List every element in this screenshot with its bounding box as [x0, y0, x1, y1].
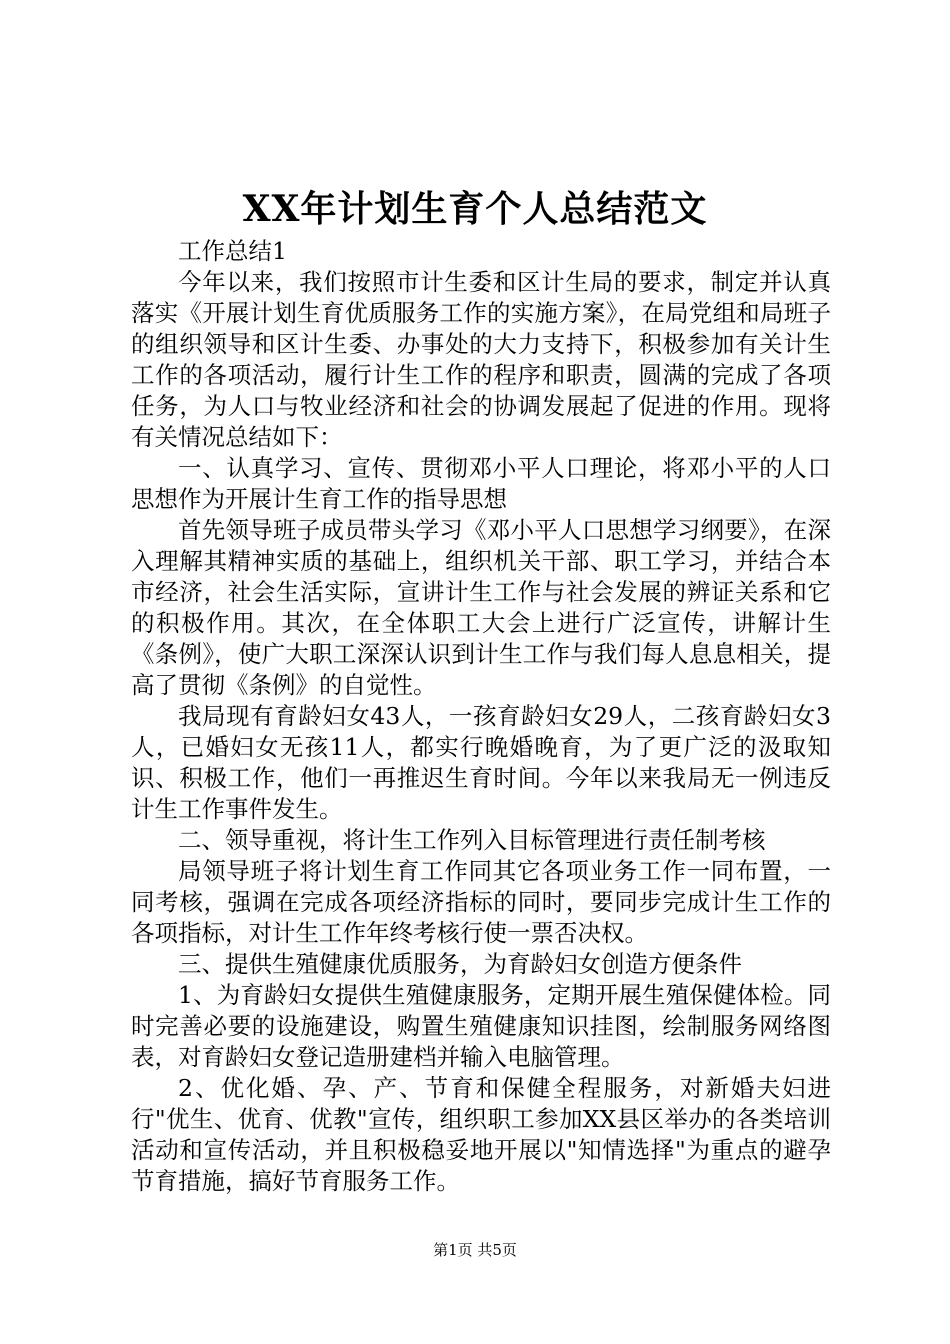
document-title: XX年计划生育个人总结范文	[242, 188, 708, 230]
paragraph: 1、为育龄妇女提供生殖健康服务，定期开展生殖保健体检。同时完善必要的设施建设，购置生殖健康知识挂图，绘制服务网络图表，对育龄妇女登记造册建档并输入电脑管理。	[131, 981, 831, 1071]
section-label: 工作总结1	[178, 237, 287, 265]
paragraph: 局领导班子将计划生育工作同其它各项业务工作一同布置，一同考核，强调在完成各项经济指标的同时，要同步完成计生工作的各项指标，对计生工作年终考核行使一票否决权。	[131, 857, 831, 947]
document-body	[131, 236, 831, 1197]
page-footer: 第1页 共5页	[433, 1241, 517, 1259]
paragraph: 首先领导班子成员带头学习《邓小平人口思想学习纲要》，在深入理解其精神实质的基础上，组织机关干部、职工学习，并结合本市经济，社会生活实际，宣讲计生工作与社会发展的辨证关系和它的积极作用。其次，在全体职工大会上进行广泛宣传，讲解计生《条例》，使广大职工深深认识到计生工作与我们每人息息相关，提高了贯彻《条例》的自觉性。	[131, 516, 831, 699]
paragraph: 2、优化婚、孕、产、节育和保健全程服务，对新婚夫妇进行"优生、优育、优教"宣传，组织职工参加XX县区举办的各类培训活动和宣传活动，并且积极稳妥地开展以"知情选择"为重点的避孕节育措施，搞好节育服务工作。	[131, 1074, 831, 1195]
section-heading: 三、提供生殖健康优质服务，为育龄妇女创造方便条件	[178, 950, 742, 978]
section-heading: 一、认真学习、宣传、贯彻邓小平人口理论，将邓小平的人口思想作为开展计生育工作的指导思想	[131, 454, 831, 513]
paragraph: 今年以来，我们按照市计生委和区计生局的要求，制定并认真落实《开展计划生育优质服务工作的实施方案》，在局党组和局班子的组织领导和区计生委、办事处的大力支持下，积极参加有关计生工作的各项活动，履行计生工作的程序和职责，圆满的完成了各项任务，为人口与牧业经济和社会的协调发展起了促进的作用。现将有关情况总结如下：	[131, 268, 831, 451]
section-heading: 二、领导重视，将计生工作列入目标管理进行责任制考核	[178, 826, 766, 854]
paragraph: 我局现有育龄妇女43人，一孩育龄妇女29人，二孩育龄妇女3人，已婚妇女无孩11人，都实行晚婚晚育，为了更广泛的汲取知识、积极工作，他们一再推迟生育时间。今年以来我局无一例违反计生工作事件发生。	[131, 702, 831, 823]
